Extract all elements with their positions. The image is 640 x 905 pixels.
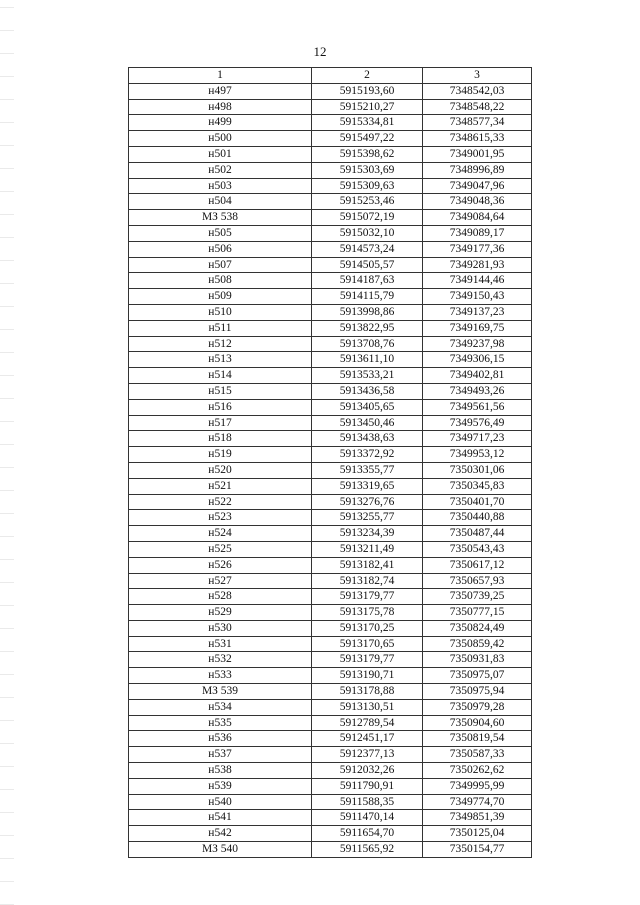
cell-y-coordinate: 7349001,95: [423, 146, 532, 162]
cell-y-coordinate: 7349306,15: [423, 352, 532, 368]
table-row: [129, 763, 532, 779]
cell-point-id: н535: [129, 715, 312, 731]
cell-y-coordinate: 7350262,62: [423, 763, 532, 779]
cell-x-coordinate: 5911470,14: [312, 810, 423, 826]
cell-y-coordinate: 7349995,99: [423, 778, 532, 794]
cell-y-coordinate: 7349493,26: [423, 383, 532, 399]
cell-y-coordinate: 7350975,07: [423, 668, 532, 684]
cell-x-coordinate: 5913234,39: [312, 526, 423, 542]
cell-x-coordinate: 5913190,71: [312, 668, 423, 684]
cell-x-coordinate: 5913450,46: [312, 415, 423, 431]
cell-point-id: н522: [129, 494, 312, 510]
cell-y-coordinate: 7350979,28: [423, 699, 532, 715]
cell-point-id: н531: [129, 636, 312, 652]
table-row: [129, 368, 532, 384]
cell-y-coordinate: 7349561,56: [423, 399, 532, 415]
table-row: [129, 178, 532, 194]
table-row: [129, 194, 532, 210]
table-row: [129, 383, 532, 399]
cell-point-id: н512: [129, 336, 312, 352]
table-row: [129, 273, 532, 289]
cell-x-coordinate: 5913182,41: [312, 557, 423, 573]
cell-y-coordinate: 7349402,81: [423, 368, 532, 384]
cell-point-id: н501: [129, 146, 312, 162]
cell-x-coordinate: 5915032,10: [312, 225, 423, 241]
table-row: [129, 478, 532, 494]
table-row: [129, 573, 532, 589]
cell-x-coordinate: 5913998,86: [312, 304, 423, 320]
cell-point-id: н502: [129, 162, 312, 178]
table-row: [129, 842, 532, 858]
cell-x-coordinate: 5915309,63: [312, 178, 423, 194]
cell-x-coordinate: 5914505,57: [312, 257, 423, 273]
cell-y-coordinate: 7349774,70: [423, 794, 532, 810]
cell-x-coordinate: 5913170,25: [312, 620, 423, 636]
cell-point-id: н530: [129, 620, 312, 636]
cell-x-coordinate: 5914187,63: [312, 273, 423, 289]
cell-point-id: н525: [129, 541, 312, 557]
table-row: [129, 684, 532, 700]
cell-x-coordinate: 5912032,26: [312, 763, 423, 779]
cell-y-coordinate: 7349237,98: [423, 336, 532, 352]
cell-x-coordinate: 5915253,46: [312, 194, 423, 210]
cell-point-id: н511: [129, 320, 312, 336]
cell-x-coordinate: 5915497,22: [312, 131, 423, 147]
cell-y-coordinate: 7350345,83: [423, 478, 532, 494]
cell-x-coordinate: 5913179,77: [312, 589, 423, 605]
table-row: [129, 810, 532, 826]
cell-point-id: н515: [129, 383, 312, 399]
column-header-point: 1: [129, 68, 312, 84]
table-row: [129, 510, 532, 526]
cell-x-coordinate: 5913130,51: [312, 699, 423, 715]
table-row: [129, 131, 532, 147]
cell-point-id: н503: [129, 178, 312, 194]
table-row: [129, 699, 532, 715]
cell-y-coordinate: 7349089,17: [423, 225, 532, 241]
table-row: [129, 462, 532, 478]
table-row: [129, 668, 532, 684]
cell-point-id: н541: [129, 810, 312, 826]
cell-y-coordinate: 7350487,44: [423, 526, 532, 542]
cell-y-coordinate: 7349851,39: [423, 810, 532, 826]
cell-x-coordinate: 5913319,65: [312, 478, 423, 494]
cell-point-id: н539: [129, 778, 312, 794]
table-row: [129, 526, 532, 542]
table-row: [129, 731, 532, 747]
cell-y-coordinate: 7348996,89: [423, 162, 532, 178]
table-row: [129, 162, 532, 178]
cell-x-coordinate: 5913255,77: [312, 510, 423, 526]
cell-point-id: н536: [129, 731, 312, 747]
cell-point-id: н498: [129, 99, 312, 115]
column-header-y: 3: [423, 68, 532, 84]
cell-x-coordinate: 5913708,76: [312, 336, 423, 352]
cell-point-id: н506: [129, 241, 312, 257]
cell-point-id: н518: [129, 431, 312, 447]
cell-point-id: н500: [129, 131, 312, 147]
cell-y-coordinate: 7350154,77: [423, 842, 532, 858]
cell-point-id: н529: [129, 605, 312, 621]
cell-y-coordinate: 7349576,49: [423, 415, 532, 431]
cell-point-id: н504: [129, 194, 312, 210]
cell-y-coordinate: 7350617,12: [423, 557, 532, 573]
table-row: [129, 636, 532, 652]
table-row: [129, 652, 532, 668]
cell-x-coordinate: 5913611,10: [312, 352, 423, 368]
cell-x-coordinate: 5911654,70: [312, 826, 423, 842]
cell-x-coordinate: 5912451,17: [312, 731, 423, 747]
cell-point-id: н519: [129, 447, 312, 463]
cell-y-coordinate: 7349150,43: [423, 289, 532, 305]
table-header-row: [129, 68, 532, 84]
table-row: [129, 447, 532, 463]
cell-y-coordinate: 7350657,93: [423, 573, 532, 589]
cell-y-coordinate: 7350440,88: [423, 510, 532, 526]
table-row: [129, 399, 532, 415]
cell-y-coordinate: 7348542,03: [423, 83, 532, 99]
cell-x-coordinate: 5914573,24: [312, 241, 423, 257]
cell-x-coordinate: 5915398,62: [312, 146, 423, 162]
cell-y-coordinate: 7348548,22: [423, 99, 532, 115]
cell-y-coordinate: 7349144,46: [423, 273, 532, 289]
cell-x-coordinate: 5913179,77: [312, 652, 423, 668]
cell-point-id: н537: [129, 747, 312, 763]
scan-edge-artifact: [0, 0, 14, 905]
table-row: [129, 778, 532, 794]
cell-point-id: н505: [129, 225, 312, 241]
table-row: [129, 304, 532, 320]
cell-point-id: н516: [129, 399, 312, 415]
cell-point-id: н538: [129, 763, 312, 779]
cell-x-coordinate: 5913178,88: [312, 684, 423, 700]
cell-point-id: н523: [129, 510, 312, 526]
cell-y-coordinate: 7349169,75: [423, 320, 532, 336]
cell-point-id: н499: [129, 115, 312, 131]
cell-y-coordinate: 7350931,83: [423, 652, 532, 668]
cell-y-coordinate: 7349048,36: [423, 194, 532, 210]
cell-y-coordinate: 7350301,06: [423, 462, 532, 478]
table-row: [129, 431, 532, 447]
cell-y-coordinate: 7350904,60: [423, 715, 532, 731]
cell-x-coordinate: 5915072,19: [312, 210, 423, 226]
cell-y-coordinate: 7350543,43: [423, 541, 532, 557]
table-row: [129, 620, 532, 636]
cell-point-id: н524: [129, 526, 312, 542]
cell-x-coordinate: 5913436,58: [312, 383, 423, 399]
table-row: [129, 241, 532, 257]
cell-point-id: МЗ 538: [129, 210, 312, 226]
cell-x-coordinate: 5915193,60: [312, 83, 423, 99]
table-row: [129, 210, 532, 226]
cell-y-coordinate: 7350975,94: [423, 684, 532, 700]
cell-point-id: н517: [129, 415, 312, 431]
table-row: [129, 589, 532, 605]
cell-y-coordinate: 7350824,49: [423, 620, 532, 636]
table-row: [129, 289, 532, 305]
table-row: [129, 794, 532, 810]
cell-y-coordinate: 7349281,93: [423, 257, 532, 273]
table-row: [129, 99, 532, 115]
table-row: [129, 257, 532, 273]
table-row: [129, 826, 532, 842]
table-row: [129, 320, 532, 336]
cell-point-id: МЗ 540: [129, 842, 312, 858]
cell-x-coordinate: 5913405,65: [312, 399, 423, 415]
cell-point-id: МЗ 539: [129, 684, 312, 700]
cell-point-id: н533: [129, 668, 312, 684]
table-row: [129, 541, 532, 557]
table-row: [129, 352, 532, 368]
cell-point-id: н527: [129, 573, 312, 589]
cell-x-coordinate: 5913175,78: [312, 605, 423, 621]
cell-point-id: н521: [129, 478, 312, 494]
cell-x-coordinate: 5913533,21: [312, 368, 423, 384]
cell-y-coordinate: 7349717,23: [423, 431, 532, 447]
cell-point-id: н509: [129, 289, 312, 305]
cell-x-coordinate: 5913211,49: [312, 541, 423, 557]
table-row: [129, 225, 532, 241]
cell-y-coordinate: 7349953,12: [423, 447, 532, 463]
cell-point-id: н532: [129, 652, 312, 668]
cell-y-coordinate: 7349047,96: [423, 178, 532, 194]
cell-x-coordinate: 5913276,76: [312, 494, 423, 510]
cell-y-coordinate: 7348615,33: [423, 131, 532, 147]
table-row: [129, 747, 532, 763]
cell-point-id: н514: [129, 368, 312, 384]
cell-y-coordinate: 7350777,15: [423, 605, 532, 621]
cell-y-coordinate: 7349084,64: [423, 210, 532, 226]
cell-x-coordinate: 5914115,79: [312, 289, 423, 305]
cell-x-coordinate: 5913170,65: [312, 636, 423, 652]
cell-x-coordinate: 5913822,95: [312, 320, 423, 336]
cell-point-id: н510: [129, 304, 312, 320]
cell-x-coordinate: 5911588,35: [312, 794, 423, 810]
cell-point-id: н497: [129, 83, 312, 99]
cell-x-coordinate: 5913355,77: [312, 462, 423, 478]
table-row: [129, 415, 532, 431]
column-header-x: 2: [312, 68, 423, 84]
table-row: [129, 557, 532, 573]
cell-x-coordinate: 5912377,13: [312, 747, 423, 763]
cell-y-coordinate: 7350739,25: [423, 589, 532, 605]
cell-x-coordinate: 5915303,69: [312, 162, 423, 178]
cell-y-coordinate: 7350587,33: [423, 747, 532, 763]
cell-y-coordinate: 7350125,04: [423, 826, 532, 842]
cell-point-id: н520: [129, 462, 312, 478]
table-row: [129, 494, 532, 510]
cell-x-coordinate: 5915210,27: [312, 99, 423, 115]
cell-point-id: н507: [129, 257, 312, 273]
cell-point-id: н542: [129, 826, 312, 842]
coordinates-table: [128, 67, 532, 858]
table-row: [129, 336, 532, 352]
cell-x-coordinate: 5912789,54: [312, 715, 423, 731]
cell-point-id: н540: [129, 794, 312, 810]
cell-y-coordinate: 7350819,54: [423, 731, 532, 747]
cell-x-coordinate: 5911790,91: [312, 778, 423, 794]
cell-point-id: н526: [129, 557, 312, 573]
table-row: [129, 146, 532, 162]
cell-x-coordinate: 5915334,81: [312, 115, 423, 131]
cell-y-coordinate: 7350859,42: [423, 636, 532, 652]
table-row: [129, 83, 532, 99]
cell-x-coordinate: 5911565,92: [312, 842, 423, 858]
table-body: [129, 83, 532, 857]
cell-point-id: н528: [129, 589, 312, 605]
cell-x-coordinate: 5913438,63: [312, 431, 423, 447]
cell-point-id: н508: [129, 273, 312, 289]
table-row: [129, 115, 532, 131]
page-number: 12: [313, 44, 327, 59]
cell-point-id: н513: [129, 352, 312, 368]
cell-y-coordinate: 7349177,36: [423, 241, 532, 257]
cell-y-coordinate: 7349137,23: [423, 304, 532, 320]
cell-x-coordinate: 5913182,74: [312, 573, 423, 589]
cell-y-coordinate: 7350401,70: [423, 494, 532, 510]
cell-point-id: н534: [129, 699, 312, 715]
table-row: [129, 605, 532, 621]
cell-x-coordinate: 5913372,92: [312, 447, 423, 463]
table-row: [129, 715, 532, 731]
cell-y-coordinate: 7348577,34: [423, 115, 532, 131]
